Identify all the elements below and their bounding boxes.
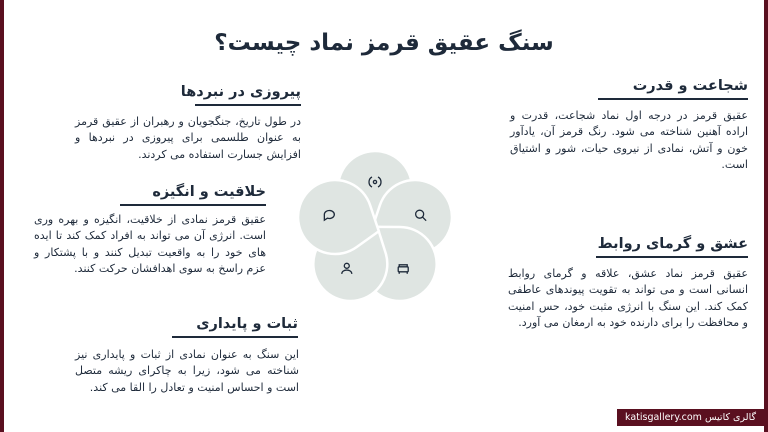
footer-watermark: گالری کاتیس katisgallery.com bbox=[617, 409, 764, 426]
stability-title: ثبات و پایداری bbox=[172, 316, 298, 338]
courage-title: شجاعت و قدرت bbox=[598, 78, 748, 100]
love-body: عقیق قرمز نماد عشق، علاقه و گرمای روابط انسانی است و می تواند به تقویت پیوندهای عاطفی کمک کند. این سنگ با انرژی مثبت خود، حس امنیت و محافظت را برای دارنده خود به ارمغان می آورد. bbox=[508, 267, 748, 329]
stability-body: این سنگ به عنوان نمادی از ثبات و پایداری نیز شناخته می شود، زیرا به چاکرای ریشه متصل است و احساس امنیت و تعادل را القا می کند. bbox=[75, 348, 299, 394]
courage-body: عقیق قرمز در درجه اول نماد شجاعت، قدرت و اراده آهنین شناخته می شود. رنگ قرمز آن، یادآور خون و آتش، نمادی از نیروی حیات، شور و اشتیاق است. bbox=[510, 109, 748, 171]
petals bbox=[298, 151, 452, 301]
victory-body: در طول تاریخ، جنگجویان و رهبران از عقیق قرمز به عنوان طلسمی برای پیروزی در نبردها و افزایش جسارت استفاده می کردند. bbox=[75, 115, 301, 161]
creativity-title: خلاقیت و انگیزه bbox=[120, 184, 266, 206]
creativity-body: عقیق قرمز نمادی از خلاقیت، انگیزه و بهره وری است. انرژی آن می تواند به افراد کمک کند تا ایده های خود را به واقعیت تبدیل کنند و با پشتکار و عزم راسخ به سوی اهدافشان حرکت کنند. bbox=[34, 213, 266, 275]
love-title: عشق و گرمای روابط bbox=[596, 236, 748, 258]
flower-diagram bbox=[250, 118, 500, 318]
page-title: سنگ عقیق قرمز نماد چیست؟ bbox=[214, 30, 554, 56]
victory-title: پیروزی در نبردها bbox=[195, 84, 301, 106]
